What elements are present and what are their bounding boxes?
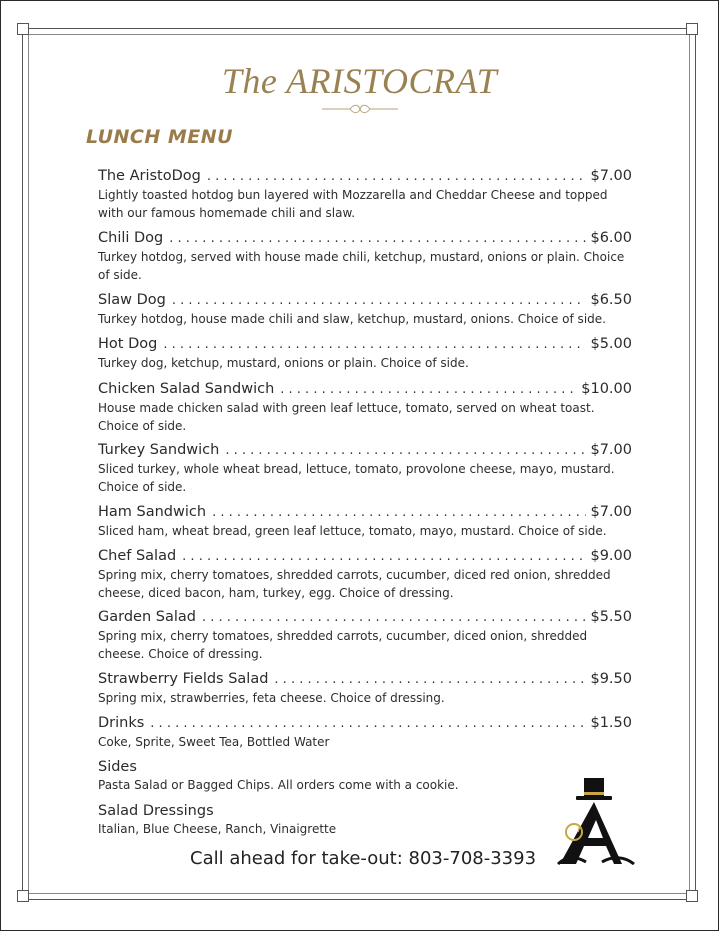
menu-item-name: Chili Dog <box>98 230 164 246</box>
menu-item-name: Ham Sandwich <box>98 504 207 520</box>
menu-item-description: Sliced ham, wheat bread, green leaf lettuce, tomato, mayo, mustard. Choice of side. <box>98 524 607 538</box>
dot-leader <box>172 291 587 311</box>
menu-item-description: Pasta Salad or Bagged Chips. All orders come with a cookie. <box>98 778 459 792</box>
border-corner <box>17 23 29 35</box>
menu-item-header <box>98 166 632 187</box>
menu-item-description: Turkey dog, ketchup, mustard, onions or plain. Choice of side. <box>98 356 469 370</box>
menu-item-price: $9.00 <box>590 548 632 564</box>
menu-item-header <box>98 502 632 523</box>
menu-item-name: Slaw Dog <box>98 292 166 308</box>
menu-item <box>98 713 632 752</box>
ornament-divider-icon <box>320 103 400 115</box>
restaurant-name: The ARISTOCRAT <box>221 61 498 101</box>
menu-item <box>98 669 632 708</box>
menu-item-price: $6.50 <box>590 292 632 308</box>
menu-item-description: Italian, Blue Cheese, Ranch, Vinaigrette <box>98 822 337 836</box>
menu-item-description: Sliced turkey, whole wheat bread, lettuce, tomato, provolone cheese, mayo, mustard. Choice of side. <box>98 462 615 494</box>
menu-item-header <box>98 757 632 777</box>
dot-leader <box>225 441 586 461</box>
menu-item <box>98 334 632 373</box>
dot-leader <box>163 335 586 355</box>
menu-item-price: $1.50 <box>590 715 632 731</box>
dot-leader <box>207 167 587 187</box>
menu-item <box>98 440 632 496</box>
menu-item-header <box>98 713 632 734</box>
menu-item-price: $9.50 <box>590 671 632 687</box>
menu-item-header <box>98 801 632 821</box>
menu-item <box>98 379 632 435</box>
menu-item-name: Garden Salad <box>98 609 196 625</box>
menu-item-name: Chef Salad <box>98 548 177 564</box>
menu-item <box>98 290 632 329</box>
menu-item-description: Turkey hotdog, house made chili and slaw, ketchup, mustard, onions. Choice of side. <box>98 312 606 326</box>
menu-item <box>98 757 632 795</box>
top-hat-monocle-logo-icon <box>556 776 636 872</box>
menu-item-header <box>98 228 632 249</box>
menu-item-header <box>98 669 632 690</box>
dot-leader <box>169 229 586 249</box>
menu-item <box>98 228 632 284</box>
dot-leader <box>202 608 587 628</box>
menu-item-header <box>98 546 632 567</box>
menu-item-name: Hot Dog <box>98 336 158 352</box>
dot-leader <box>212 503 586 523</box>
menu-title: LUNCH MENU <box>86 126 234 148</box>
menu-item-description: Spring mix, strawberries, feta cheese. Choice of dressing. <box>98 691 445 705</box>
menu-item-description: Spring mix, cherry tomatoes, shredded carrots, cucumber, diced onion, shredded cheese. Choice of dressing. <box>98 629 588 661</box>
menu-item <box>98 546 632 602</box>
menu-item-name: Drinks <box>98 715 145 731</box>
menu-item-description: Coke, Sprite, Sweet Tea, Bottled Water <box>98 735 330 749</box>
menu-item-header <box>98 379 632 400</box>
menu-item-price: $7.00 <box>590 442 632 458</box>
menu-item-price: $6.00 <box>590 230 632 246</box>
menu-item <box>98 166 632 222</box>
menu-item-description: House made chicken salad with green leaf lettuce, tomato, served on wheat toast. Choice of side. <box>98 401 595 433</box>
dot-leader <box>280 380 577 400</box>
dot-leader <box>182 547 586 567</box>
menu-item-price: $7.00 <box>590 168 632 184</box>
menu-item <box>98 607 632 663</box>
border-corner <box>17 890 29 902</box>
menu-item-header <box>98 290 632 311</box>
menu-item-price: $5.00 <box>590 336 632 352</box>
menu-item-name: Turkey Sandwich <box>98 442 220 458</box>
menu-item-price: $10.00 <box>581 381 632 397</box>
menu-item-header <box>98 334 632 355</box>
menu-item-name: Strawberry Fields Salad <box>98 671 269 687</box>
menu-item-header <box>98 607 632 628</box>
menu-item-description: Lightly toasted hotdog bun layered with Mozzarella and Cheddar Cheese and topped with our famous homemade chili and slaw. <box>98 188 608 220</box>
dot-leader <box>274 670 586 690</box>
menu-item-name: Sides <box>98 759 137 775</box>
menu-item-description: Spring mix, cherry tomatoes, shredded carrots, cucumber, diced red onion, shredded cheese, diced bacon, ham, turkey, egg. Choice of dressing. <box>98 568 611 600</box>
menu-item-name: The AristoDog <box>98 168 201 184</box>
border-corner <box>686 890 698 902</box>
menu-item-price: $5.50 <box>590 609 632 625</box>
call-ahead-text: Call ahead for take-out: 803-708-3393 <box>190 848 537 869</box>
menu-item-name: Chicken Salad Sandwich <box>98 381 275 397</box>
menu-item-header <box>98 440 632 461</box>
menu-item-price: $7.00 <box>590 504 632 520</box>
dot-leader <box>150 714 586 734</box>
menu-item-description: Turkey hotdog, served with house made chili, ketchup, mustard, onions or plain. Choice of side. <box>98 250 625 282</box>
menu-item-name: Salad Dressings <box>98 803 214 819</box>
menu-item <box>98 502 632 541</box>
border-corner <box>686 23 698 35</box>
menu-item <box>98 801 632 839</box>
